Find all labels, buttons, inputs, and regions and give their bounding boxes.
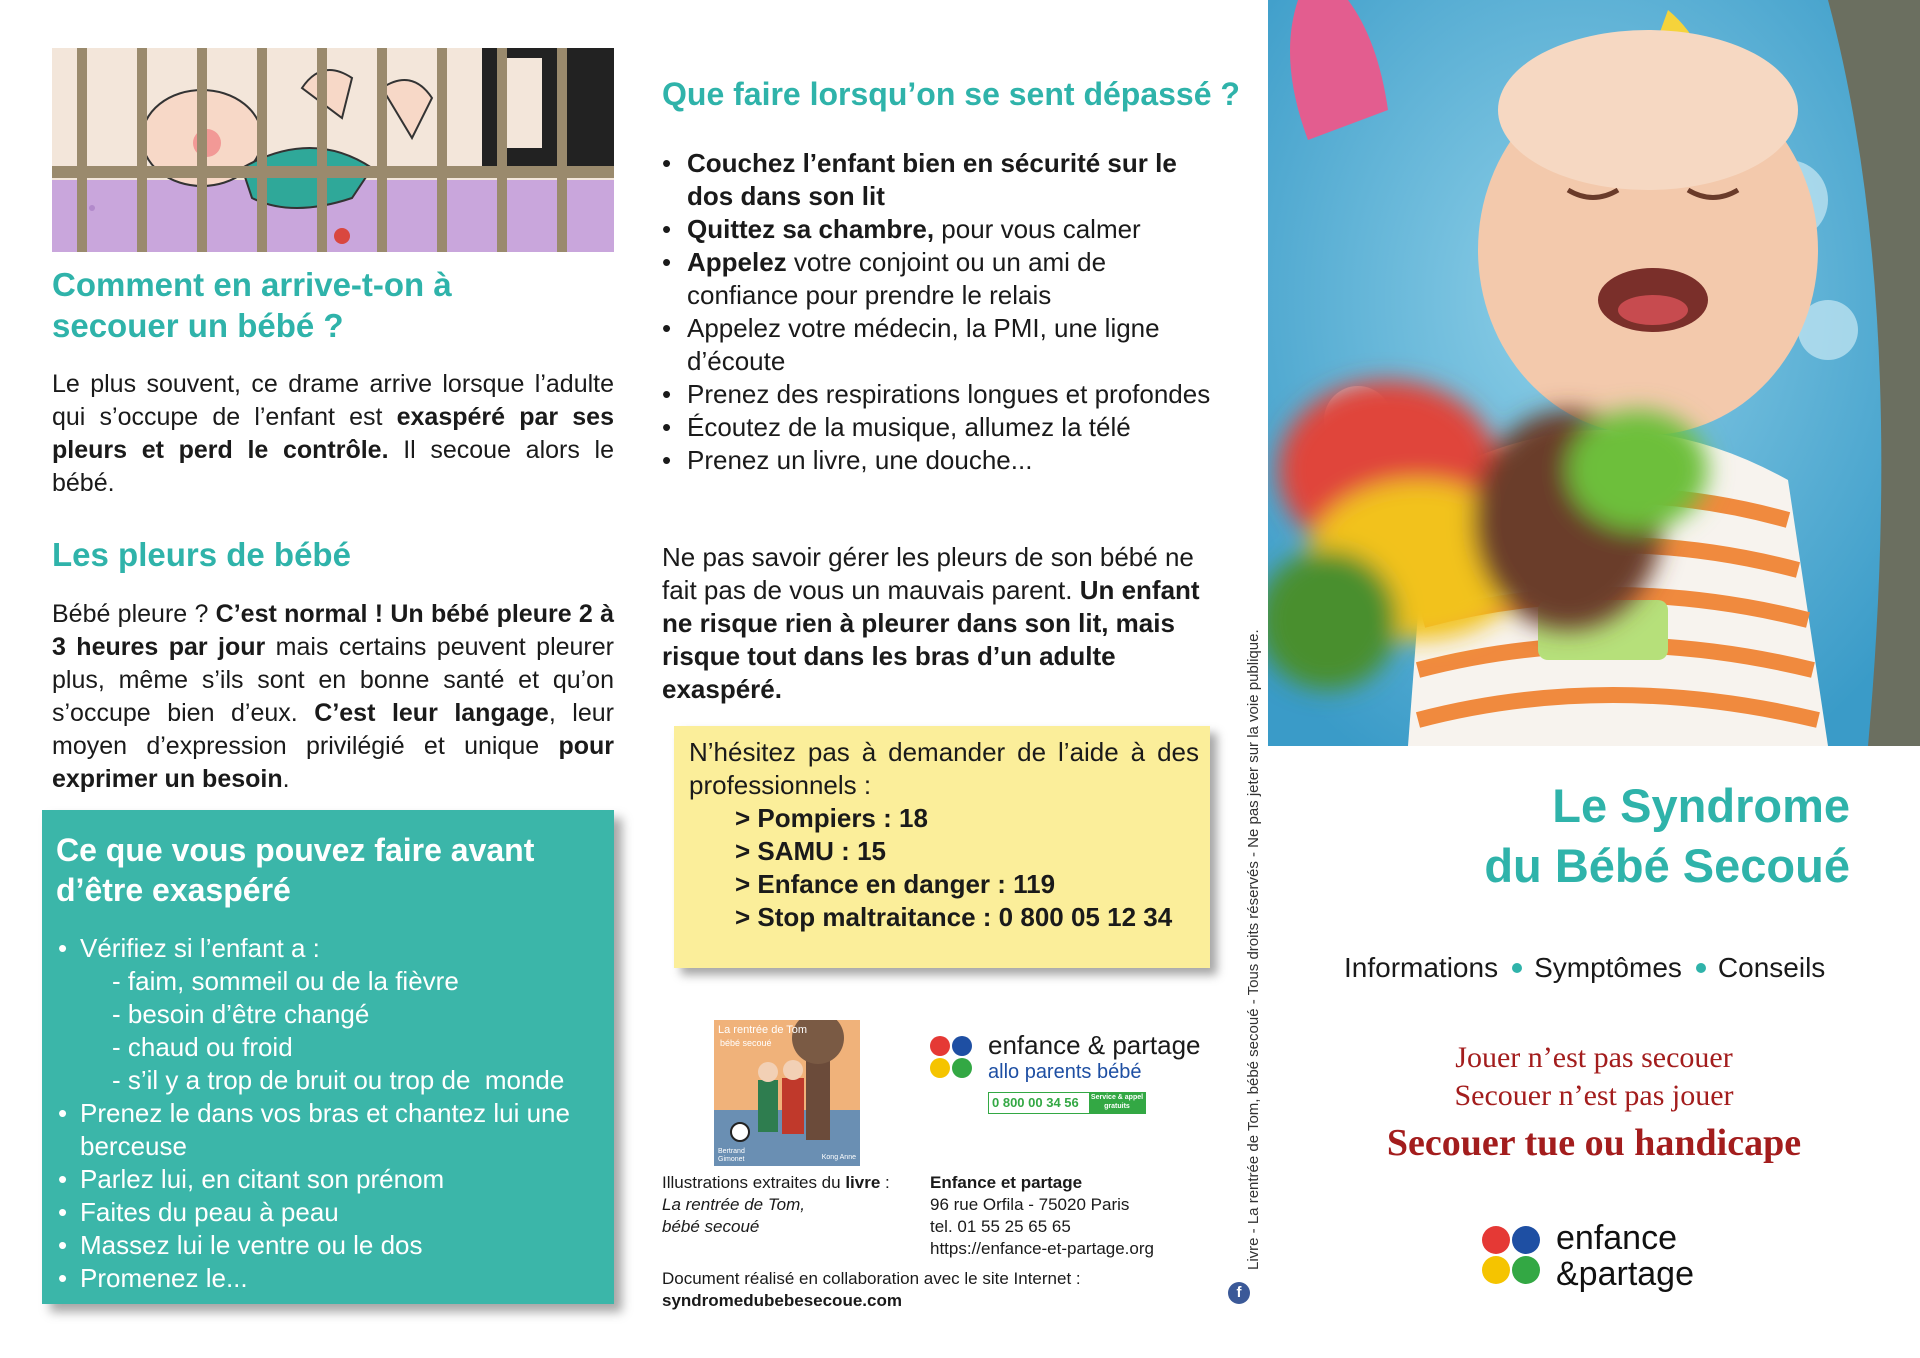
reassurance-paragraph <box>662 541 1227 706</box>
phone-pompiers: > Pompiers : 18 <box>735 803 928 833</box>
list-item: • Prenez des respirations longues et profondes <box>662 379 1211 409</box>
tag-conseils: Conseils <box>1717 952 1826 983</box>
facebook-icon[interactable]: f <box>1228 1282 1250 1304</box>
book-cover-title: La rentrée de Tom <box>718 1024 808 1036</box>
tips-item: • Prenez le dans vos bras et chantez lui une berceuse <box>58 1098 570 1161</box>
tips-list <box>56 932 616 1295</box>
tips-subitem: - faim, sommeil ou de la fièvre <box>112 966 459 996</box>
heading-crying: Les pleurs de bébé <box>52 536 351 573</box>
org-tel: tel. 01 55 25 65 65 <box>930 1217 1071 1236</box>
list-item: • Appelez votre médecin, la PMI, une ligne d’écoute <box>662 313 1160 376</box>
crying-text: mais certains peuvent pleurer plus, même s’ils sont en bonne santé et qu’on s’occupe bien d’eux. <box>52 633 614 727</box>
allo-phone: 0 800 00 34 56 <box>992 1095 1079 1110</box>
paragraph-crying <box>52 598 614 796</box>
paragraph-how <box>52 368 614 500</box>
phone-samu: > SAMU : 15 <box>735 836 886 866</box>
title-line2: du Bébé Secoué <box>1484 839 1850 892</box>
crying-baby-photo <box>1268 0 1920 746</box>
logo-line1: enfance <box>1556 1219 1677 1257</box>
logo-line2: &partage <box>1556 1255 1694 1293</box>
tips-subitem: - besoin d’être changé <box>112 999 370 1029</box>
tips-subitem: - chaud ou froid <box>112 1032 293 1062</box>
list-item: • Écoutez de la musique, allumez la télé <box>662 412 1131 442</box>
help-numbers <box>735 802 1172 934</box>
list-item: • Appelez votre conjoint ou un ami de confiance pour prendre le relais <box>662 247 1107 310</box>
book-cover-author-right: Kong Anne <box>821 1154 856 1161</box>
illustration-credit <box>662 1172 922 1238</box>
phone-enfance-danger: > Enfance en danger : 119 <box>735 869 1056 899</box>
allo-logo-sub: allo parents bébé <box>988 1061 1142 1083</box>
vertical-legal-text: Livre - La rentrée de Tom, bébé secoué - Tous droits réservés - Ne pas jeter sur la voie publique. <box>1245 629 1262 1270</box>
phone-stop-maltraitance: > Stop maltraitance : 0 800 05 12 34 <box>735 902 1173 932</box>
crying-need: pour exprimer un besoin <box>52 732 614 793</box>
list-item: • Quittez sa chambre, pour vous calmer <box>662 214 1141 244</box>
book-cover-subtitle: bébé secoué <box>720 1038 772 1048</box>
org-contact <box>930 1172 1220 1260</box>
crying-q: Bébé pleure ? <box>52 600 209 628</box>
enfance-partage-logo-icon <box>1482 1226 1544 1288</box>
tips-item: • Promenez le... <box>58 1263 248 1293</box>
tips-item: • Massez lui le ventre ou le dos <box>58 1230 423 1260</box>
allo-logo-name: enfance & partage <box>988 1030 1201 1060</box>
paragraph-how-text: Le plus souvent, ce drame arrive lorsque l’adulte qui s’occupe de l’enfant est <box>52 370 614 431</box>
enfance-partage-logo-text <box>1556 1220 1694 1292</box>
slogan-line2: Secouer n’est pas jouer <box>1454 1079 1734 1112</box>
book-cover-author-left: Bertrand Gimonet <box>718 1148 745 1163</box>
list-item: • Prenez un livre, une douche... <box>662 445 1033 475</box>
allo-phone-tag: Service & appel gratuits <box>1089 1093 1145 1113</box>
slogan-line1: Jouer n’est pas secouer <box>1455 1041 1733 1074</box>
tips-item: • Parlez lui, en citant son prénom <box>58 1164 445 1194</box>
collab-note <box>662 1268 1222 1312</box>
tips-box <box>42 810 614 1304</box>
tips-subitem: - s’il y a trop de bruit ou trop de monde <box>112 1065 565 1095</box>
list-item: • Couchez l’enfant bien en sécurité sur le dos dans son lit <box>662 148 1177 211</box>
collab-site[interactable]: syndromedubebesecoue.com <box>662 1291 902 1310</box>
tips-item: • Faites du peau à peau <box>58 1197 339 1227</box>
book-title-line1: La rentrée de Tom, <box>662 1195 806 1214</box>
tips-box-title: Ce que vous pouvez faire avant d’être exaspéré <box>56 832 535 908</box>
heading-how: Comment en arrive-t-on à secouer un bébé ? <box>52 266 452 344</box>
help-intro: N’hésitez pas à demander de l’aide à des professionnels : <box>689 737 1199 800</box>
org-address: 96 rue Orfila - 75020 Paris <box>930 1195 1130 1214</box>
tag-informations: Informations <box>1344 952 1499 983</box>
tag-symptomes: Symptômes <box>1534 952 1682 983</box>
slogan-line3: Secouer tue ou handicape <box>1386 1122 1802 1164</box>
book-cover <box>714 1020 860 1166</box>
reassurance-text: Ne pas savoir gérer les pleurs de son bébé ne fait pas de vous un mauvais parent. <box>662 542 1194 605</box>
book-title-line2: bébé secoué <box>662 1217 760 1236</box>
help-box <box>674 726 1210 968</box>
crying-language: C’est leur langage <box>314 699 549 727</box>
title-line1: Le Syndrome <box>1552 779 1850 832</box>
allo-logo-icon <box>930 1036 980 1086</box>
org-name: Enfance et partage <box>930 1173 1083 1192</box>
credit-line: Illustrations extraites du livre : <box>662 1173 890 1192</box>
org-url[interactable]: https://enfance-et-partage.org <box>930 1239 1154 1258</box>
reassurance-bold: Un enfant ne risque rien à pleurer dans son lit, mais risque tout dans les bras d’un adulte exaspéré. <box>662 575 1200 704</box>
heading-overwhelmed: Que faire lorsqu’on se sent dépassé ? <box>662 76 1240 112</box>
crying-normal: C’est normal ! Un bébé pleure 2 à 3 heures par jour <box>52 600 615 661</box>
crib-illustration <box>52 48 614 252</box>
allo-phone-badge <box>988 1092 1146 1114</box>
collab-text: Document réalisé en collaboration avec le site Internet : <box>662 1269 1081 1288</box>
bullet-dot-icon <box>1696 963 1706 973</box>
crying-period: . <box>282 765 290 793</box>
topic-tags <box>1344 950 1825 986</box>
tips-item: • Vérifiez si l’enfant a : <box>58 933 320 963</box>
paragraph-how-bold: exaspéré par ses pleurs et perd le contrôle. <box>52 403 614 464</box>
bullet-dot-icon <box>1512 963 1522 973</box>
overwhelmed-list <box>662 147 1222 477</box>
crying-expression: , leur moyen d’expression privilégié et unique <box>52 699 614 760</box>
paragraph-how-end: Il secoue alors le bébé. <box>52 436 614 497</box>
document-title <box>1290 776 1850 896</box>
